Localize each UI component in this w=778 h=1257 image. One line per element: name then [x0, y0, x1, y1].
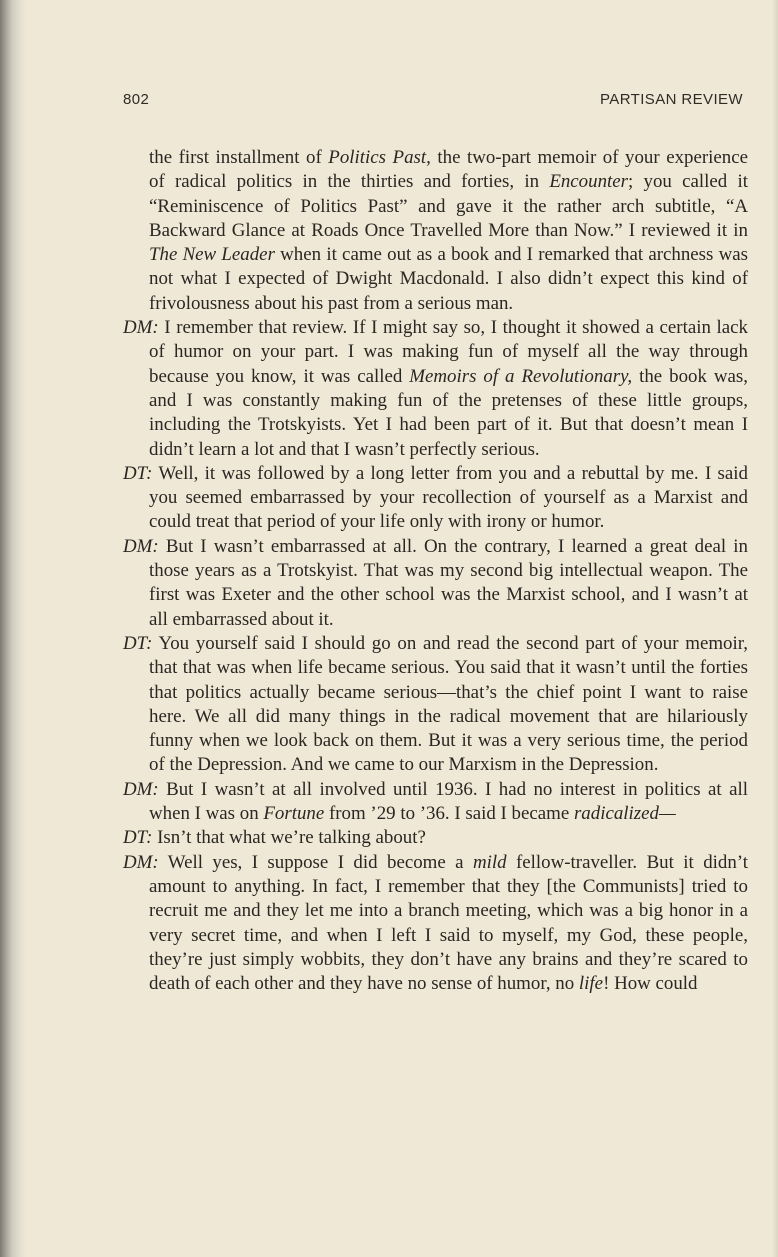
text-run: But I wasn’t at all involved until 1936. I had no interest in politics at all when I was on — [149, 778, 748, 825]
text-run: Well, it was followed by a long letter from you and a rebuttal by me. I said you seemed embarrassed by your recollection of yourself as a Marxist and could treat that period of your life only with irony or humor. — [149, 462, 748, 533]
continuation-paragraph — [123, 146, 748, 316]
text-run: from ’29 to ’36. I said I became — [324, 803, 574, 825]
text-run: ; you called it “Reminiscence of Politics Past” and gave it the rather arch subtitle, “A Backward Glance at Roads Once Travelled More than Now.” I reviewed it in — [149, 171, 748, 241]
italic-text: Encounter — [549, 171, 629, 193]
speech-paragraph — [123, 826, 748, 850]
speech-paragraph — [123, 851, 748, 997]
text-run: ! How could — [603, 973, 698, 995]
interview-text — [123, 146, 748, 996]
speech-paragraph — [123, 535, 748, 632]
speaker-label: DT: — [123, 462, 153, 484]
scan-right-edge — [772, 0, 778, 1257]
speaker-label: DT: — [123, 632, 153, 654]
speech-paragraph — [123, 462, 748, 535]
italic-text: Memoirs of a Revolutionary, — [409, 365, 633, 387]
text-run: But I wasn’t embarrassed at all. On the contrary, I learned a great deal in those years as a Trotskyist. That was my second big intellectual weapon. The first was Exeter and the other school was the Marxist school, and I wasn’t at all embarrassed about it. — [149, 535, 748, 630]
page-number: 802 — [123, 91, 150, 108]
speech-paragraph — [123, 316, 748, 462]
speaker-label: DT: — [123, 827, 153, 849]
speech-paragraph — [123, 632, 748, 778]
italic-text: mild — [472, 851, 507, 873]
speaker-label: DM: — [123, 535, 159, 557]
text-run: I remember that review. If I might say so, I thought it showed a certain lack of humor on your part. I was making fun of myself all the way through because you know, it was called — [149, 317, 748, 387]
text-run: fellow-traveller. But it didn’t amount to anything. In fact, I remember that they [the Communists] tried to recruit me and they let me into a branch meeting, which was a big honor in a very secret time, and when I left I said to myself, my God, these people, they’re just simply wobbits, they don’t have any brains and they’re scared to death of each other and they have no sense of humor, no — [149, 851, 748, 995]
text-run: You yourself said I should go on and read the second part of your memoir, that that was when life became serious. You said that it wasn’t until the forties that politics actually became serious—that’s the chief point I want to raise here. We all did many things in the radical movement that are hilariously funny when we look back on them. But it was a very serious time, the period of the Depression. And we came to our Marxism in the Depression. — [149, 632, 748, 776]
italic-text: life — [578, 973, 604, 995]
text-run: the two-part memoir of your experience of radical politics in the thirties and forties, in — [149, 147, 748, 193]
speaker-label: DM: — [123, 778, 159, 800]
italic-text: Politics Past, — [328, 147, 431, 168]
speaker-label: DM: — [123, 317, 159, 339]
text-run: the first installment of — [149, 147, 329, 168]
journal-title: PARTISAN REVIEW — [600, 91, 743, 108]
text-run: Well yes, I suppose I did become a — [158, 851, 473, 873]
italic-text: The New Leader — [149, 244, 275, 266]
running-head — [123, 91, 743, 115]
italic-text: Fortune — [263, 803, 325, 825]
text-run: the book was, and I was constantly making fun of the pretenses of these little groups, including the Trotskyists. Yet I had been part of it. But that doesn’t mean I didn’t learn a lot and that I wasn’t perfectly serious. — [149, 365, 748, 460]
text-run: when it came out as a book and I remarked that archness was not what I expected of Dwight Macdonald. I also didn’t expect this kind of frivolousness about his past from a serious man. — [149, 244, 748, 314]
speech-paragraph — [123, 778, 748, 827]
text-run: Isn’t that what we’re talking about? — [152, 827, 426, 849]
speaker-label: DM: — [123, 851, 159, 873]
italic-text: radicalized— — [573, 803, 676, 825]
scan-gutter-shadow — [0, 0, 26, 1257]
